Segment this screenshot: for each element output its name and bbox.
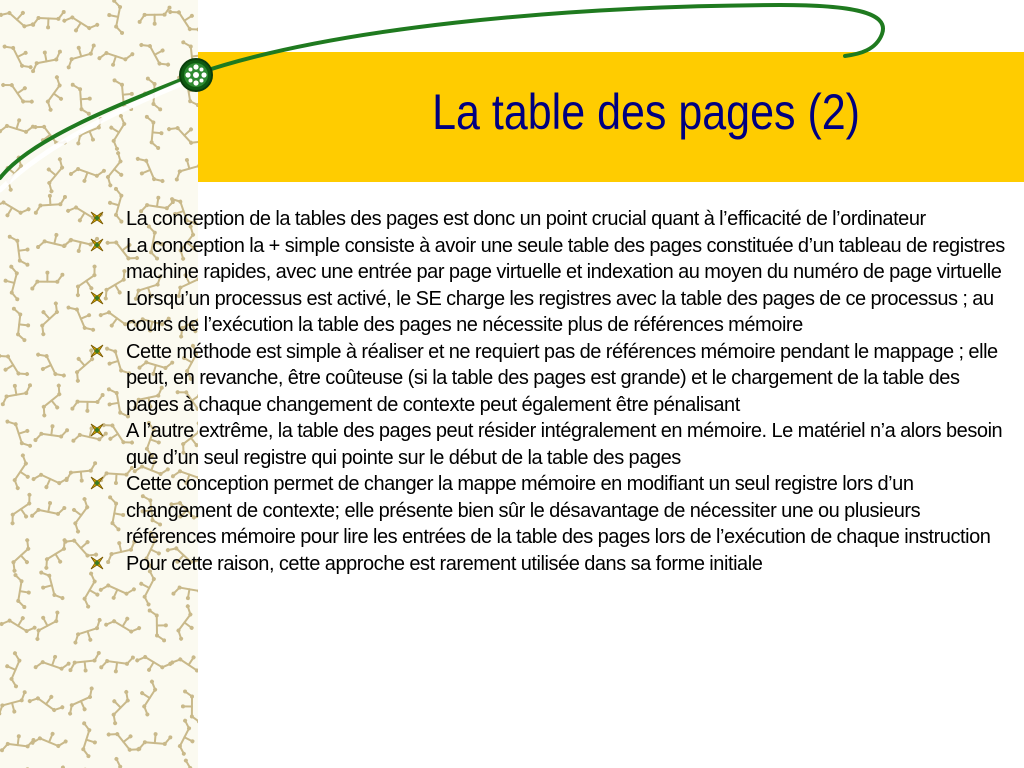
bullet-item: [86, 206, 1011, 233]
bullet-text: La conception la + simple consiste à avoir une seule table des pages constituée d’un tableau de registres machine rapides, avec une entrée par page virtuelle et indexation au moyen du numéro de page virtuelle: [126, 234, 1005, 283]
star-bullet-icon: [88, 554, 106, 572]
star-bullet-icon: [88, 421, 106, 439]
star-bullet-icon: [88, 236, 106, 254]
slide-content: [86, 206, 1011, 577]
bullet-text: Cette conception permet de changer la mappe mémoire en modifiant un seul registre lors d’un changement de contexte; elle présente bien sûr le désavantage de nécessiter une ou plusieurs références mémoire pour lire les entrées de la table des pages lors de l’exécution de chaque instruction: [126, 473, 991, 548]
bullet-item: [86, 286, 1011, 339]
bullet-list: [86, 206, 1011, 577]
bullet-item: [86, 471, 1011, 551]
star-bullet-icon: [88, 342, 106, 360]
star-bullet-icon: [88, 289, 106, 307]
bullet-item: [86, 418, 1011, 471]
bullet-text: Lorsqu’un processus est activé, le SE charge les registres avec la table des pages de ce processus ; au cours de l’exécution la table des pages ne nécessite plus de références mémoire: [126, 287, 994, 336]
bullet-text: A l’autre extrême, la table des pages peut résider intégralement en mémoire. Le matériel n’a alors besoin que d’un seul registre qui pointe sur le début de la table des pages: [126, 420, 1003, 469]
bullet-text: Pour cette raison, cette approche est rarement utilisée dans sa forme initiale: [126, 552, 763, 575]
bullet-item: [86, 551, 1011, 578]
bullet-text: La conception de la tables des pages est donc un point crucial quant à l’efficacité de l’ordinateur: [126, 208, 926, 230]
slide-title: La table des pages (2): [432, 84, 860, 140]
bullet-item: [86, 339, 1011, 419]
star-bullet-icon: [88, 474, 106, 492]
bullet-text: Cette méthode est simple à réaliser et ne requiert pas de références mémoire pendant le mappage ; elle peut, en revanche, être coûteuse (si la table des pages est grande) et le chargement de la table des pages à chaque changement de contexte peut également être pénalisant: [126, 340, 998, 416]
bullet-item: [86, 233, 1011, 286]
star-bullet-icon: [88, 209, 106, 227]
